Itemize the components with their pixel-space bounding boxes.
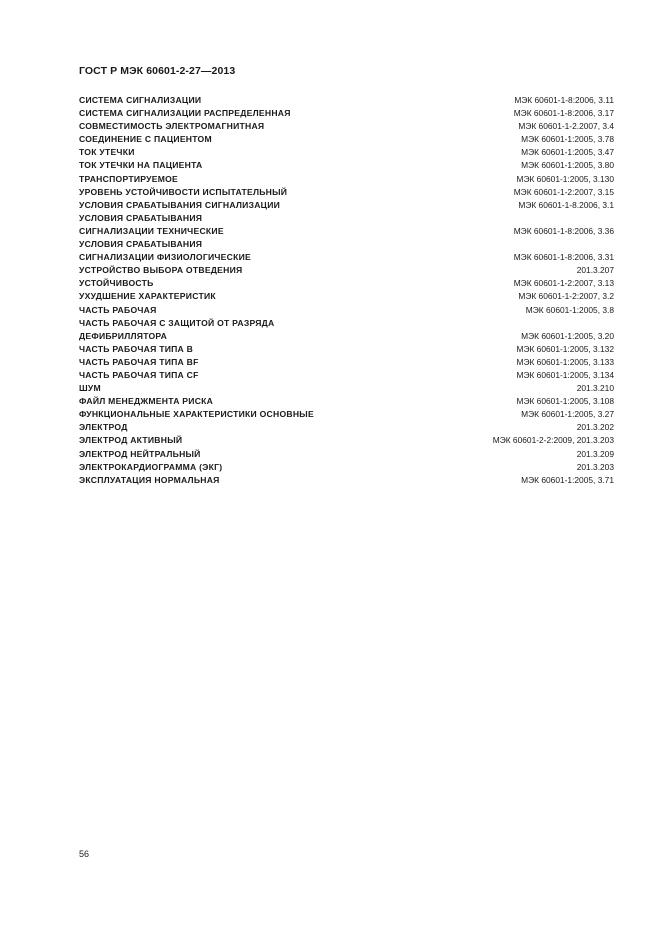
term-row [79,159,614,172]
term-row [79,304,614,317]
term-reference: МЭК 60601-1:2005, 3.8 [525,304,614,315]
term-reference: 201.3.203 [576,461,614,472]
term-label: СИСТЕМА СИГНАЛИЗАЦИИ [79,95,202,105]
term-label: СИГНАЛИЗАЦИИ ТЕХНИЧЕСКИЕ [79,225,224,236]
term-label: ФУНКЦИОНАЛЬНЫЕ ХАРАКТЕРИСТИКИ ОСНОВНЫЕ [79,409,314,420]
term-label: ШУМ [79,383,101,394]
term-row [79,94,614,107]
term-label: УХУДШЕНИЕ ХАРАКТЕРИСТИК [79,291,216,302]
term-row [79,212,614,225]
term-label: ЧАСТЬ РАБОЧАЯ ТИПА CF [79,369,199,380]
term-row [79,186,614,199]
term-label: УСЛОВИЯ СРАБАТЫВАНИЯ [79,239,203,250]
term-reference: МЭК 60601-1:2005, 3.132 [516,343,614,354]
term-row [79,461,614,474]
term-label: СИСТЕМА СИГНАЛИЗАЦИИ РАСПРЕДЕЛЕННАЯ [79,108,291,119]
term-label: ФАЙЛ МЕНЕДЖМЕНТА РИСКА [79,396,214,407]
term-row [79,448,614,461]
term-row [79,133,614,146]
term-label: ЭЛЕКТРОД НЕЙТРАЛЬНЫЙ [79,448,201,459]
term-index-list [79,94,614,487]
term-label: ЭЛЕКТРОД [79,422,128,433]
term-label: СИГНАЛИЗАЦИИ ФИЗИОЛОГИЧЕСКИЕ [79,252,252,263]
term-reference: МЭК 60601-1:2005, 3.47 [521,147,614,158]
term-row [79,238,614,251]
term-label: ТОК УТЕЧКИ НА ПАЦИЕНТА [79,160,203,171]
term-reference: МЭК 60601-1-2:2007, 3.2 [518,291,614,302]
term-row [79,277,614,290]
term-label: ЧАСТЬ РАБОЧАЯ [79,304,157,315]
term-reference: МЭК 60601-1-8:2006, 3.31 [513,252,614,263]
term-reference: МЭК 60601-1-8.2006, 3.1 [518,199,614,210]
term-row [79,317,614,330]
term-reference: 201.3.202 [576,422,614,433]
term-row [79,408,614,421]
term-reference: МЭК 60601-1-8:2006, 3.17 [513,108,614,119]
term-row [79,199,614,212]
term-label: УСЛОВИЯ СРАБАТЫВАНИЯ СИГНАЛИЗАЦИИ [79,199,281,210]
term-row [79,382,614,395]
term-reference: МЭК 60601-1-2.2007, 3.4 [518,121,614,132]
term-row [79,395,614,408]
term-reference: МЭК 60601-1:2005, 3.134 [516,369,614,380]
term-row [79,146,614,159]
term-reference: МЭК 60601-1-2:2007, 3.15 [513,186,614,197]
term-row [79,107,614,120]
term-row [79,434,614,447]
term-reference: МЭК 60601-1:2005, 3.130 [516,173,614,184]
page-number: 56 [79,849,90,859]
term-reference: МЭК 60601-1-2:2007, 3.13 [513,278,614,289]
term-reference: МЭК 60601-1-8:2006, 3.36 [513,225,614,236]
term-row [79,330,614,343]
term-label: УРОВЕНЬ УСТОЙЧИВОСТИ ИСПЫТАТЕЛЬНЫЙ [79,186,288,197]
term-row [79,264,614,277]
term-row [79,474,614,487]
term-reference: МЭК 60601-1:2005, 3.80 [521,160,614,171]
term-label: УСЛОВИЯ СРАБАТЫВАНИЯ [79,212,203,223]
term-reference: МЭК 60601-1-8:2006, 3.11 [514,95,614,105]
term-reference: МЭК 60601-1:2005, 3.27 [521,409,614,420]
term-row [79,421,614,434]
term-label: ЧАСТЬ РАБОЧАЯ С ЗАЩИТОЙ ОТ РАЗРЯДА [79,317,275,328]
term-label: УСТРОЙСТВО ВЫБОРА ОТВЕДЕНИЯ [79,265,243,276]
term-reference: МЭК 60601-1:2005, 3.71 [521,474,614,485]
term-label: УСТОЙЧИВОСТЬ [79,278,154,289]
term-row [79,369,614,382]
term-label: ЭКСПЛУАТАЦИЯ НОРМАЛЬНАЯ [79,474,220,485]
term-label: ЭЛЕКТРОД АКТИВНЫЙ [79,435,183,446]
term-reference: МЭК 60601-1:2005, 3.108 [516,396,614,407]
term-label: ЭЛЕКТРОКАРДИОГРАММА (ЭКГ) [79,461,223,472]
document-header: ГОСТ Р МЭК 60601-2-27—2013 [79,65,236,77]
term-label: СОЕДИНЕНИЕ С ПАЦИЕНТОМ [79,134,212,145]
term-reference: 201.3.209 [576,448,614,459]
term-row [79,290,614,303]
term-reference: МЭК 60601-2-2:2009, 201.3.203 [492,435,614,446]
term-row [79,343,614,356]
term-reference: МЭК 60601-1:2005, 3.20 [521,330,614,341]
term-label: ДЕФИБРИЛЛЯТОРА [79,330,168,341]
term-label: ЧАСТЬ РАБОЧАЯ ТИПА BF [79,356,199,367]
term-row [79,356,614,369]
term-row [79,251,614,264]
term-label: СОВМЕСТИМОСТЬ ЭЛЕКТРОМАГНИТНАЯ [79,121,265,132]
term-label: ТОК УТЕЧКИ [79,147,135,158]
term-row [79,173,614,186]
term-row [79,225,614,238]
term-reference: 201.3.207 [576,265,614,276]
term-reference: МЭК 60601-1:2005, 3.133 [516,356,614,367]
term-reference: 201.3.210 [576,383,614,394]
term-reference: МЭК 60601-1:2005, 3.78 [521,134,614,145]
term-label: ТРАНСПОРТИРУЕМОЕ [79,173,179,184]
term-label: ЧАСТЬ РАБОЧАЯ ТИПА В [79,343,194,354]
term-row [79,120,614,133]
